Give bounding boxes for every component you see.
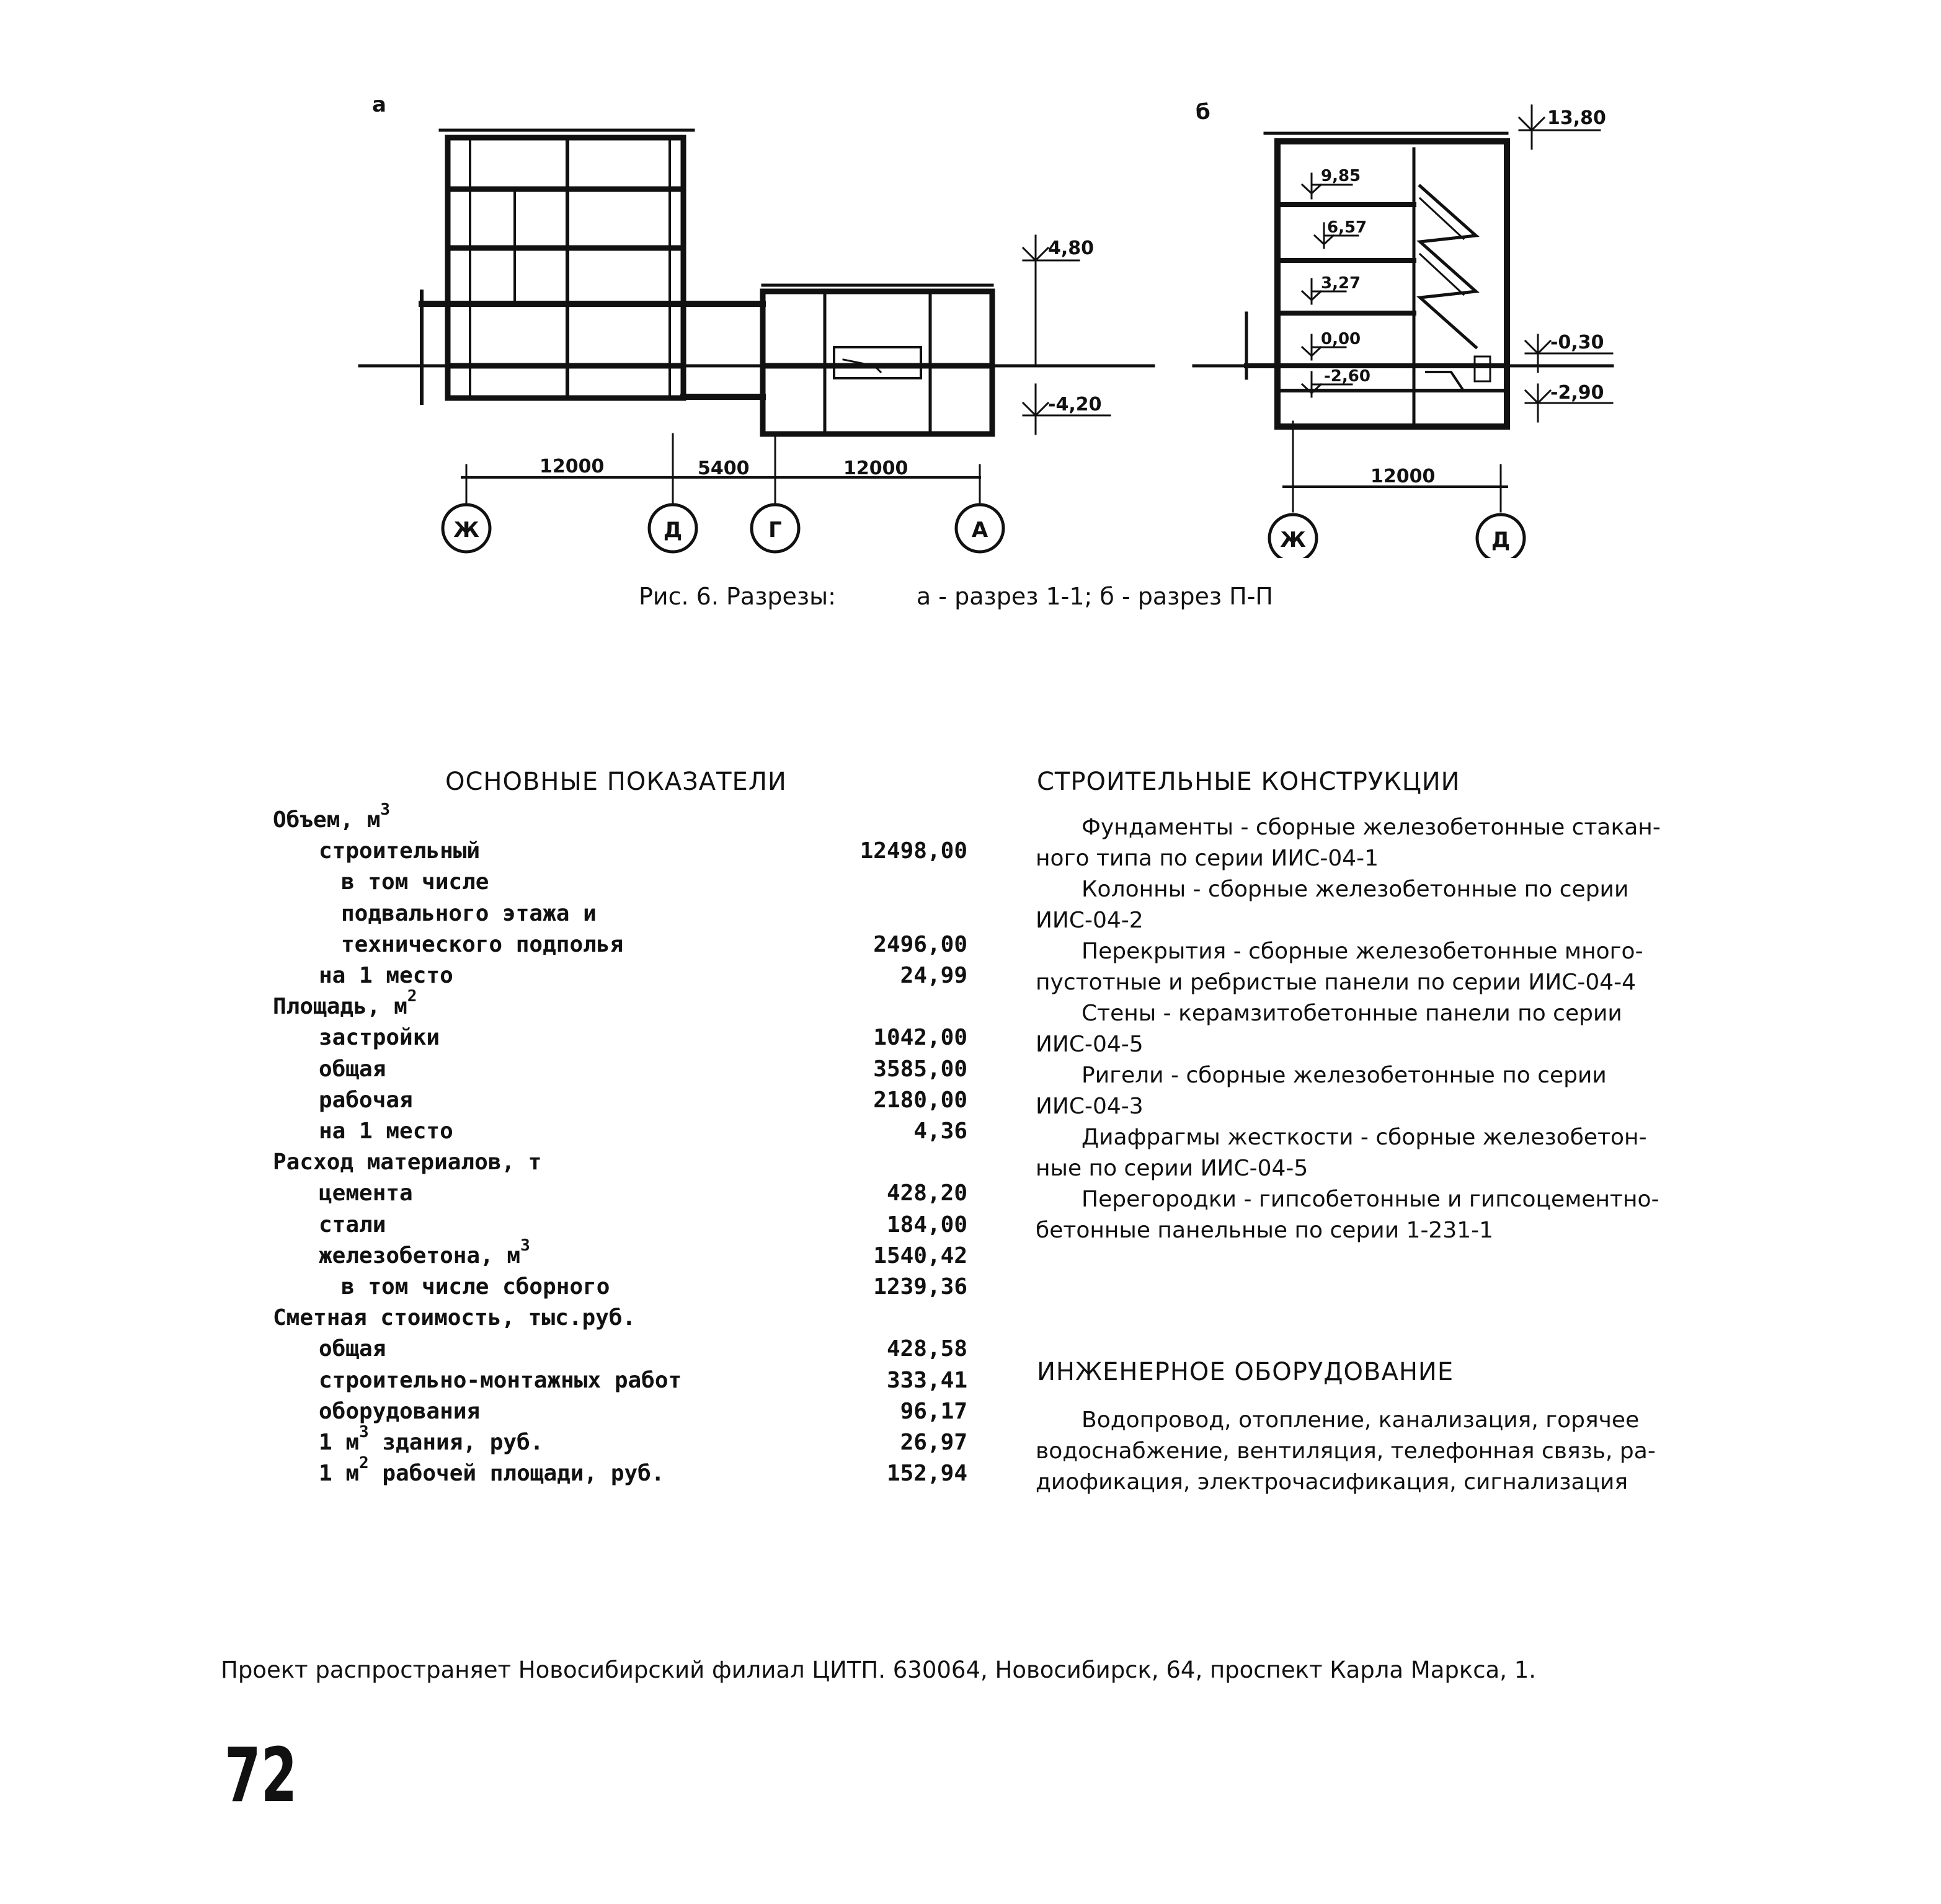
indicator-row [273,1149,967,1180]
mark-b-7: -0,30 [1550,332,1604,353]
indicator-label: Расход материалов, т [273,1149,542,1176]
indicator-value: 1042,00 [873,1025,967,1051]
indicator-row [273,1399,967,1430]
indicator-label: Объем, $м^3$ [273,800,391,833]
indicator-label: застройки [319,1025,440,1051]
indicator-row [273,1025,967,1056]
figure-caption [639,583,1273,610]
label-a: а [372,92,386,117]
indicator-value: 12498,00 [859,838,967,864]
indicator-row [273,800,967,838]
axis-b-d: Д [1491,528,1511,552]
indicator-label: на 1 место [319,1118,453,1144]
indicator-row [273,869,967,900]
indicator-row [273,1274,967,1305]
indicator-row [273,932,967,963]
indicator-row [273,1423,967,1461]
construction-item: Фундаменты - сборные железобетонные стакан- ного типа по серии ИИС-04-1 [1036,815,1661,871]
axis-a-d: Д [663,518,683,542]
axis-a-g: Г [768,518,782,542]
indicator-label: общая [319,1056,386,1082]
footer-text: Проект распространяет Новосибирский филиал ЦИТП. 630064, Новосибирск, 64, проспект Карла Маркса, 1. [221,1657,1537,1683]
indicator-row [273,1336,967,1367]
indicator-label: в том числе [341,869,489,895]
mark-a-bottom: -4,20 [1048,394,1102,415]
caption-detail: а - разрез 1-1; б - разрез П-П [916,583,1273,610]
indicator-label: строительно-монтажных работ [319,1367,682,1393]
indicator-row [273,1118,967,1149]
page-number: 72 [224,1733,298,1819]
indicator-value: 1540,42 [873,1242,967,1269]
constructions-title: СТРОИТЕЛЬНЫЕ КОНСТРУКЦИИ [1037,768,1460,796]
indicator-label: общая [319,1336,386,1362]
construction-item: Колонны - сборные железобетонные по серии ИИС-04-2 [1036,877,1629,933]
engineering-text: Водопровод, отопление, канализация, горячее водоснабжение, вентиляция, телефонная связь, ра- диофикация, электрочасификация, сигнализация [1036,1407,1656,1495]
indicator-value: 333,41 [886,1367,967,1393]
label-b: б [1196,100,1210,125]
indicator-value: 1239,36 [873,1274,967,1300]
indicator-value: 428,20 [886,1180,967,1207]
indicator-value: 152,94 [886,1461,967,1487]
constructions-list [1036,812,1730,1246]
indicator-value: 24,99 [900,963,967,988]
mark-a-top: 4,80 [1048,237,1095,259]
indicator-row [273,1368,967,1399]
indicator-row [273,901,967,932]
indicator-value: 3585,00 [873,1056,967,1082]
indicator-label: рабочая [319,1087,413,1113]
indicator-value: 2180,00 [873,1087,967,1113]
mark-b-4: 3,27 [1321,274,1361,293]
indicator-label: строительный [319,838,481,864]
indicator-row [273,1087,967,1118]
indicator-label: технического подполья [341,931,624,957]
dim-b-1: 12000 [1370,466,1436,487]
indicator-row [273,1454,967,1492]
section-b-drawing [1194,105,1612,558]
indicator-label: 1 $м^2$ рабочей площади, руб. [319,1454,665,1487]
indicator-label: на 1 место [319,963,453,988]
engineering-title: ИНЖЕНЕРНОЕ ОБОРУДОВАНИЕ [1037,1358,1454,1386]
indicator-label: в том числе сборного [341,1274,610,1300]
indicator-row [273,1212,967,1243]
indicator-row [273,1180,967,1211]
indicator-row [273,1056,967,1087]
indicator-value: 26,97 [900,1430,967,1455]
dim-a-1: 12000 [540,456,605,477]
indicator-row [273,1305,967,1336]
indicator-label: стали [319,1211,386,1238]
caption-title: Рис. 6. Разрезы: [639,583,836,610]
mark-b-1: 13,80 [1547,107,1606,129]
indicators-title: ОСНОВНЫЕ ПОКАЗАТЕЛИ [445,768,787,796]
indicator-label: цемента [319,1180,413,1207]
indicator-row [273,838,967,869]
mark-b-5: 0,00 [1321,330,1361,348]
indicator-value: 4,36 [913,1118,967,1144]
indicator-row [273,963,967,994]
indicator-label: оборудования [319,1398,481,1424]
axis-b-zh: Ж [1280,528,1306,552]
mark-b-6: -2,60 [1324,367,1370,386]
construction-item: Ригели - сборные железобетонные по серии ИИС-04-3 [1036,1063,1607,1119]
indicator-value: 2496,00 [873,931,967,957]
indicator-row [273,987,967,1025]
indicator-value: 96,17 [900,1398,967,1424]
construction-item: Перегородки - гипсобетонные и гипсоцементно- бетонные панельные по серии 1-231-1 [1036,1187,1659,1243]
mark-b-8: -2,90 [1550,382,1604,404]
axis-a-zh: Ж [453,518,479,542]
indicator-value: 428,58 [886,1336,967,1362]
indicator-row [273,1236,967,1274]
dim-a-2: 5400 [698,458,750,479]
indicator-label: Площадь, $м^2$ [273,987,417,1020]
construction-item: Диафрагмы жесткости - сборные железобетон- ные по серии ИИС-04-5 [1036,1125,1647,1181]
construction-item: Стены - керамзитобетонные панели по серии ИИС-04-5 [1036,1001,1622,1057]
indicator-value: 184,00 [886,1211,967,1238]
indicator-label: Сметная стоимость, тыс.руб. [273,1305,636,1331]
dim-a-3: 12000 [843,458,908,479]
indicator-label: железобетона, $м^3$ [319,1236,530,1269]
mark-b-3: 6,57 [1327,218,1367,237]
section-a-drawing [360,130,1153,552]
mark-b-2: 9,85 [1321,167,1361,185]
indicator-label: подвального этажа и [341,900,597,926]
axis-a-a: А [971,518,988,542]
section-drawings [0,0,1941,558]
construction-item: Перекрытия - сборные железобетонные много- пустотные и ребристые панели по серии ИИС-04-4 [1036,939,1643,995]
indicator-label: 1 $м^3$ здания, руб. [319,1423,544,1455]
